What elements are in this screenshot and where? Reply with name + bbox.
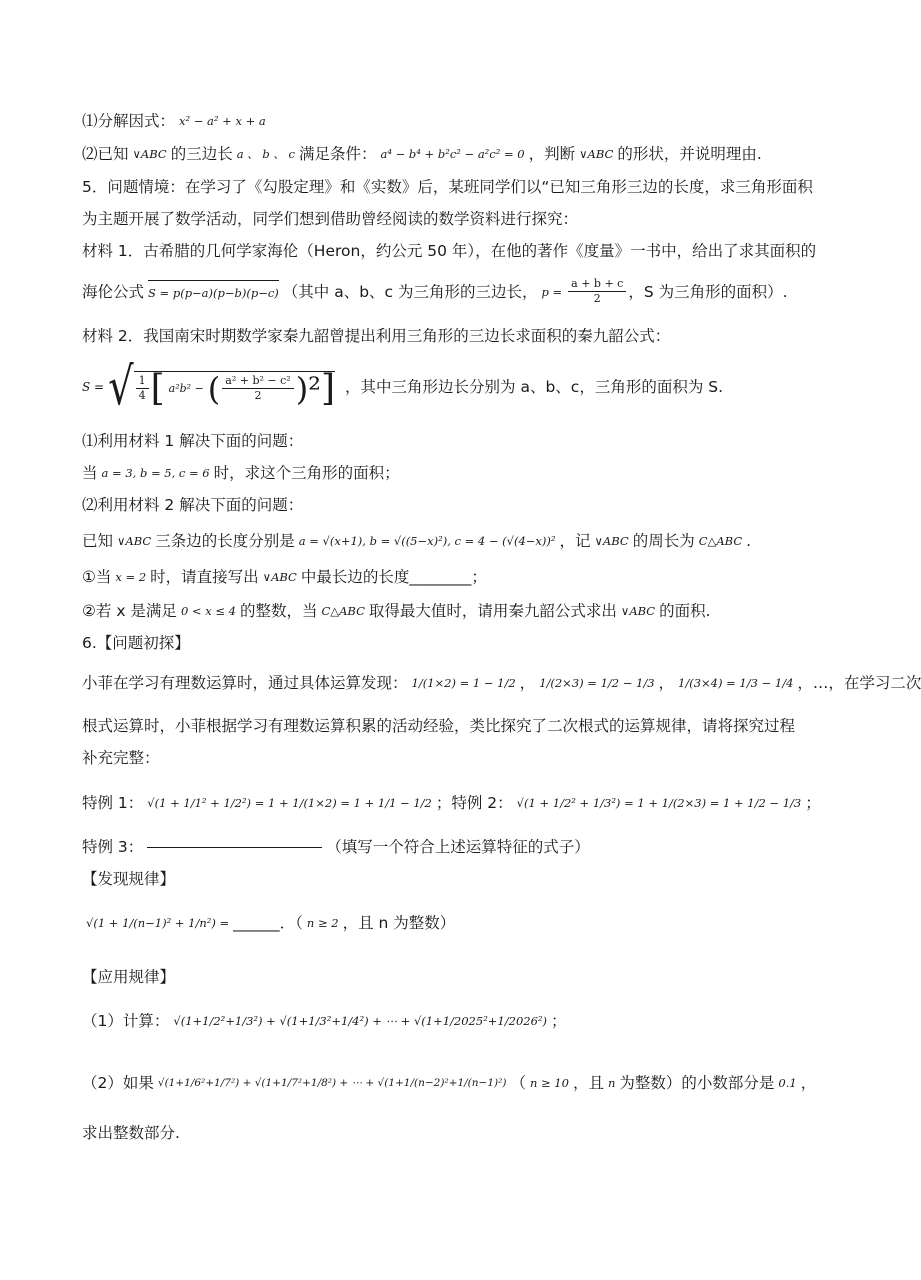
apply1-expression: √(1+1/2²+1/3²) + √(1+1/3²+1/4²) + ⋯ + √(1+1/2025²+1/2026²) [173, 1014, 547, 1028]
q5-sub1-title: ⑴利用材料 1 解决下面的问题： [82, 432, 304, 450]
q6-apply1-line [82, 1010, 835, 1032]
q5-c2-text: 的整数，当 [239, 602, 318, 620]
heron-label: 海伦公式 [82, 282, 145, 301]
answer-blank[interactable] [147, 847, 322, 848]
q6-apply-title: 【应用规律】 [82, 968, 176, 986]
quarter-num: 1 [136, 374, 149, 389]
apply2-condition: n ≥ 10 [529, 1076, 569, 1090]
rule-expression: √(1 + 1/(n−1)² + 1/n²) = [86, 916, 230, 930]
q5-c1-x: x = 2 [115, 570, 147, 584]
q6-apply2-line2: 求出整数部分. [82, 1124, 180, 1142]
special-case-1-label: 特例 1： [82, 794, 144, 812]
p-fraction [568, 277, 626, 306]
q5-c2-text: ②若 x 是满足 [82, 602, 177, 620]
q6-text: ； [805, 794, 821, 812]
paren-left: ( [207, 369, 221, 408]
apply2-n: n [607, 1076, 616, 1090]
q6-rule-title: 【发现规律】 [82, 870, 176, 888]
q5-sub2-text: 已知 [82, 532, 114, 550]
triangle-abc: ∨ABC [117, 534, 152, 548]
q5-c1-text: 时，请直接写出 [150, 568, 259, 586]
special-case-3-label: 特例 3： [82, 838, 144, 856]
special-case-1: √(1 + 1/1² + 1/2²) = 1 + 1/(1×2) = 1 + 1/1 − 1/2 [147, 796, 432, 810]
q5-sub1-line [82, 462, 835, 484]
q6-example2: 1/(2×3) = 1/2 − 1/3 [539, 676, 655, 690]
q5-heron-line [82, 277, 835, 306]
q4-part1-expr: x² − a² + x + a [179, 114, 266, 128]
q6-example3-line [82, 836, 835, 858]
triangle-abc: ∨ABC [579, 147, 614, 161]
qin-a2b2: a²b² − [168, 381, 204, 395]
rule-text: ，且 n 为整数） [342, 914, 456, 932]
triangle-abc: ∨ABC [262, 570, 297, 584]
q5-sub2-text: 的周长为 [632, 532, 695, 550]
triangle-abc: ∨ABC [132, 147, 167, 161]
qin-inner-den: 2 [254, 389, 262, 402]
perimeter-symbol: C△ABC [698, 534, 743, 548]
special-case-2: √(1 + 1/2² + 1/3²) = 1 + 1/(2×3) = 1 + 1/2 − 1/3 [516, 796, 802, 810]
p-numerator: a + b + c [568, 277, 626, 292]
q5-c2-text: 取得最大值时，请用秦九韶公式求出 [368, 602, 617, 620]
q6-example1: 1/(1×2) = 1 − 1/2 [411, 676, 516, 690]
heron-text: （其中 a、b、c 为三角形的三边长， [282, 282, 538, 301]
q5-sub2-text: . [746, 532, 752, 550]
rule-blank: ______．（ [233, 914, 303, 932]
q6-text: ， [800, 1074, 817, 1092]
q5-sub1-values: a = 3, b = 5, c = 6 [101, 466, 210, 480]
q6-text: ，且 [572, 1074, 604, 1092]
quarter-fraction [136, 374, 149, 403]
special-case-2-label: ；特例 2： [435, 794, 513, 812]
q6-rule-line [82, 912, 835, 934]
q5-c1-text: 中最长边的长度________； [300, 568, 487, 586]
q5-material1-line1: 材料 1．古希腊的几何学家海伦（Heron，约公元 50 年），在他的著作《度量》一书中，给出了求其面积的 [82, 242, 817, 260]
q6-intro-text: 小菲在学习有理数运算时，通过具体运算发现： [82, 674, 408, 692]
q4-part2-text: 的形状，并说明理由. [617, 145, 762, 163]
q5-c1-line [82, 566, 835, 588]
rule-condition: n ≥ 2 [306, 916, 339, 930]
heron-text: ，S 为三角形的面积）. [628, 282, 788, 301]
qin-radicand [134, 367, 336, 409]
q5-intro-line1: 5．问题情境：在学习了《勾股定理》和《实数》后，某班同学们以“已知三角形三边的长度，求三角形面积 [82, 178, 813, 196]
q5-sub2-text: ，记 [559, 532, 591, 550]
qin-formula-line [82, 357, 835, 417]
q6-title: 6.【问题初探】 [82, 634, 190, 652]
paren-right: )² [295, 369, 321, 408]
perimeter-symbol: C△ABC [321, 604, 365, 618]
q4-part1 [82, 110, 835, 132]
q4-part2-text: ⑵已知 [82, 145, 129, 163]
q5-c2-range: 0 < x ≤ 4 [180, 604, 236, 618]
q5-sub2-text: 三条边的长度分别是 [155, 532, 295, 550]
q6-intro-line1: 小菲在学习有理数运算时，通过具体运算发现： 1/(1×2) = 1 − 1/2 ， 1/(2×3) = 1/2 − 1/3 ， 1/(3×4) = 1/3 − 1/4 ，…，在学习二次 [82, 674, 921, 692]
q6-text: 为整数）的小数部分是 [619, 1074, 775, 1092]
q5-sub2-title: ⑵利用材料 2 解决下面的问题： [82, 496, 304, 514]
q5-sub2-line [82, 530, 835, 552]
q4-part2-text: 的三边长 [170, 145, 233, 163]
p-denominator: 2 [593, 292, 601, 305]
q6-example3: 1/(3×4) = 1/3 − 1/4 [678, 676, 794, 690]
q6-text: ； [551, 1012, 567, 1030]
q5-c1-text: ①当 [82, 568, 112, 586]
triangle-abc: ∨ABC [594, 534, 629, 548]
q6-apply2-line [82, 1072, 835, 1094]
p-def: p = [541, 284, 563, 299]
qin-inner-num: a² + b² − c² [222, 374, 293, 389]
q4-condition: a⁴ − b⁴ + b²c² − a²c² = 0 [380, 147, 525, 161]
q5-sides: a = √(x+1), b = √((5−x)²), c = 4 − (√(4−x))² [298, 534, 556, 548]
q6-examples-line [82, 792, 835, 814]
apply2-value: 0.1 [778, 1076, 797, 1090]
apply1-label: （1）计算： [82, 1012, 170, 1030]
q4-part2-text: ，判断 [528, 145, 576, 163]
bracket-right: ] [321, 367, 336, 409]
qin-S: S = [82, 380, 105, 394]
q4-part2-text: 满足条件： [299, 145, 377, 163]
special-case-3-hint: （填写一个符合上述运算特征的式子） [326, 838, 590, 856]
q4-part2 [82, 143, 835, 165]
q6-text: （ [510, 1074, 526, 1092]
q4-part1-label: ⑴分解因式： [82, 112, 176, 130]
sqrt-sign: √ [108, 357, 134, 417]
apply2-expression: √(1+1/6²+1/7²) + √(1+1/7²+1/8²) + ⋯ + √(1+1/(n−2)²+1/(n−1)²) [157, 1077, 507, 1089]
apply2-label: （2）如果 [82, 1074, 154, 1092]
q5-intro-line2: 为主题开展了数学活动，同学们想到借助曾经阅读的数学资料进行探究： [82, 210, 579, 228]
q5-material2-line1: 材料 2．我国南宋时期数学家秦九韶曾提出利用三角形的三边长求面积的秦九韶公式： [82, 327, 671, 345]
q5-c2-line [82, 600, 835, 622]
heron-formula: S = p(p−a)(p−b)(p−c) [148, 280, 279, 304]
bracket-left: [ [150, 367, 165, 409]
quarter-den: 4 [138, 389, 146, 402]
q6-intro-line2: 根式运算时，小菲根据学习有理数运算积累的活动经验，类比探究了二次根式的运算规律，请将探究过程 [82, 717, 796, 735]
q5-sub1-text: 时，求这个三角形的面积； [213, 464, 400, 482]
triangle-abc: ∨ABC [620, 604, 656, 618]
qin-inner-fraction [222, 374, 293, 403]
q5-sub1-text: 当 [82, 464, 98, 482]
q6-intro-line3: 补充完整： [82, 749, 160, 767]
qin-text: ，其中三角形边长分别为 a、b、c，三角形的面积为 S. [345, 378, 724, 396]
q5-c2-text: 的面积. [659, 602, 711, 620]
q4-vars: a 、 b 、 c [236, 147, 295, 161]
q6-intro-text: ，…，在学习二次 [797, 674, 921, 692]
